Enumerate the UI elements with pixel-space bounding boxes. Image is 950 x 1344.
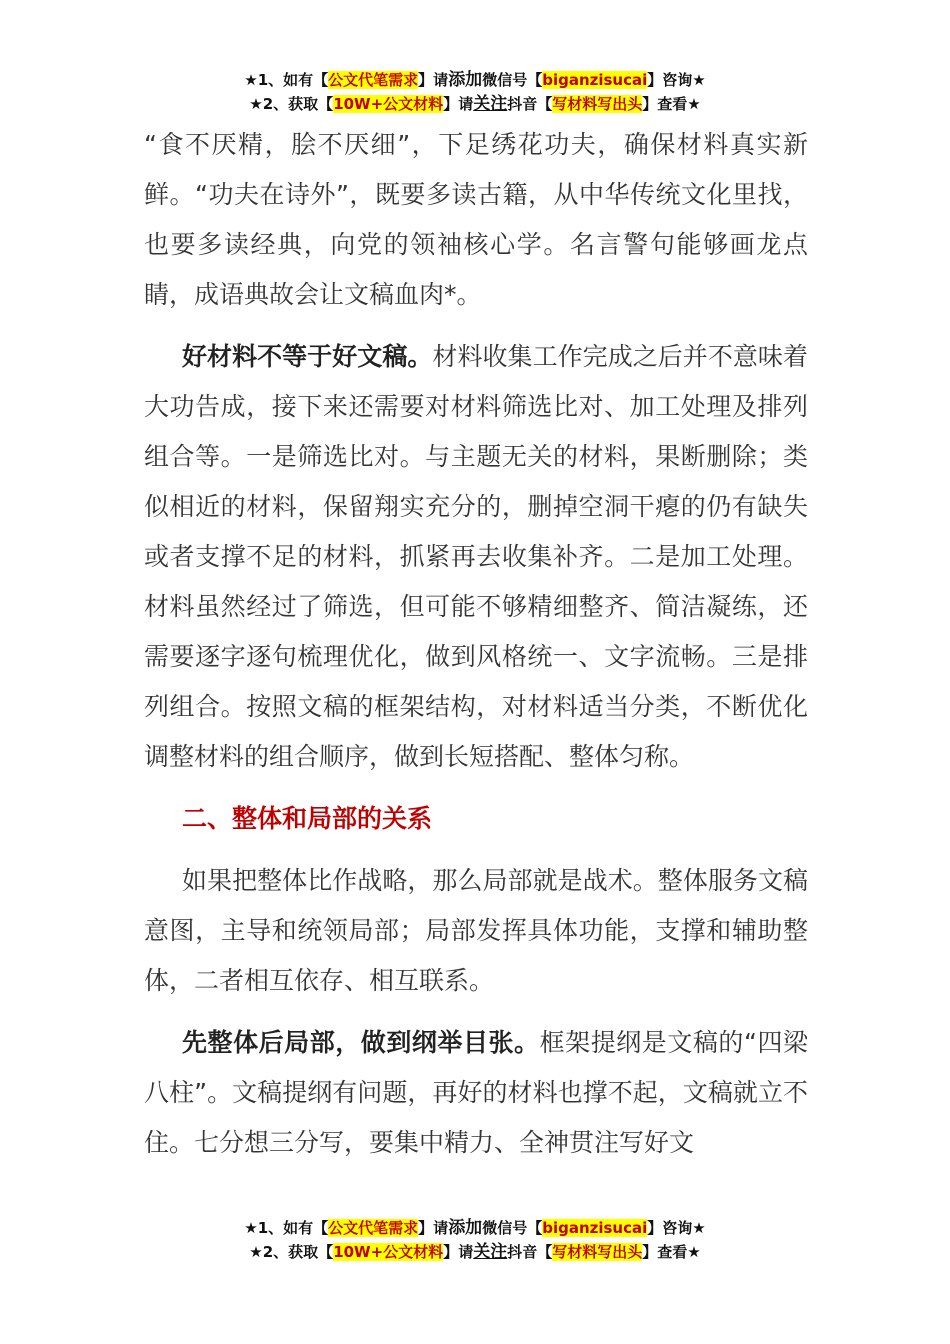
emphasis-text: 添加 (448, 70, 483, 90)
banner-text: 】请 (443, 1243, 474, 1261)
banner-line-1 (0, 68, 950, 92)
highlight-text: 10W+公文材料 (333, 1243, 444, 1261)
emphasis-text: 添加 (448, 1218, 483, 1238)
highlight-text: 公文代笔需求 (328, 1219, 419, 1237)
banner-text: 】请 (418, 71, 449, 89)
document-body (144, 120, 808, 1168)
banner-text: 】咨询★ (647, 71, 706, 89)
banner-text: 】咨询★ (647, 1219, 706, 1237)
banner-text: ★2、获取【 (249, 95, 334, 113)
banner-line-2 (0, 1240, 950, 1264)
douyin-account: 写材料写出头 (552, 1243, 643, 1261)
banner-text: 】查看★ (642, 95, 701, 113)
banner-text: 】请 (418, 1219, 449, 1237)
paragraph-1: “食不厌精，脍不厌细”，下足绣花功夫，确保材料真实新鲜。“功夫在诗外”，既要多读古籍，从中华传统文化里找，也要多读经典，向党的领袖核心学。名言警句能够画龙点睛，成语典故会让文稿血肉*。 (144, 130, 808, 309)
banner-text: 抖音【 (507, 95, 553, 113)
footer-banner (0, 1216, 950, 1264)
highlight-text: 10W+公文材料 (333, 95, 444, 113)
paragraph-2 (144, 332, 808, 782)
paragraph-text: 材料收集工作完成之后并不意味着大功告成，接下来还需要对材料筛选比对、加工处理及排列组合等。一是筛选比对。与主题无关的材料，果断删除；类似相近的材料，保留翔实充分的，删掉空洞干瘪的仍有缺失或者支撑不足的材料，抓紧再去收集补齐。二是加工处理。材料虽然经过了筛选，但可能不够精细整齐、简洁凝练，还需要逐字逐句梳理优化，做到风格统一、文字流畅。三是排列组合。按照文稿的框架结构，对材料适当分类，不断优化调整材料的组合顺序，做到长短搭配、整体匀称。 (144, 342, 808, 771)
banner-text: 】请 (443, 95, 474, 113)
wechat-id: biganzisucai (542, 71, 648, 89)
banner-text: 】查看★ (642, 1243, 701, 1261)
banner-text: ★1、如有【 (244, 71, 329, 89)
paragraph-text: 框架提纲是文稿的“四梁八柱”。文稿提纲有问题，再好的材料也撑不起，文稿就立不住。七分想三分写，要集中精力、全神贯注写好文 (144, 1028, 808, 1157)
banner-line-2 (0, 92, 950, 116)
paragraph-lead: 先整体后局部，做到纲举目张。 (182, 1028, 540, 1057)
banner-text: 微信号【 (482, 71, 543, 89)
paragraph-4 (144, 1018, 808, 1168)
banner-text: 微信号【 (482, 1219, 543, 1237)
banner-text: ★2、获取【 (249, 1243, 334, 1261)
highlight-text: 公文代笔需求 (328, 71, 419, 89)
banner-text: 抖音【 (507, 1243, 553, 1261)
douyin-account: 写材料写出头 (552, 95, 643, 113)
section-heading: 二、整体和局部的关系 (182, 804, 433, 833)
banner-line-1 (0, 1216, 950, 1240)
paragraph-3: 如果把整体比作战略，那么局部就是战术。整体服务文稿意图，主导和统领局部；局部发挥具体功能，支撑和辅助整体，二者相互依存、相互联系。 (144, 866, 808, 995)
banner-text: ★1、如有【 (244, 1219, 329, 1237)
header-banner (0, 68, 950, 116)
emphasis-text: 关注 (473, 94, 508, 114)
paragraph-lead: 好材料不等于好文稿。 (182, 342, 433, 371)
emphasis-text: 关注 (473, 1242, 508, 1262)
wechat-id: biganzisucai (542, 1219, 648, 1237)
